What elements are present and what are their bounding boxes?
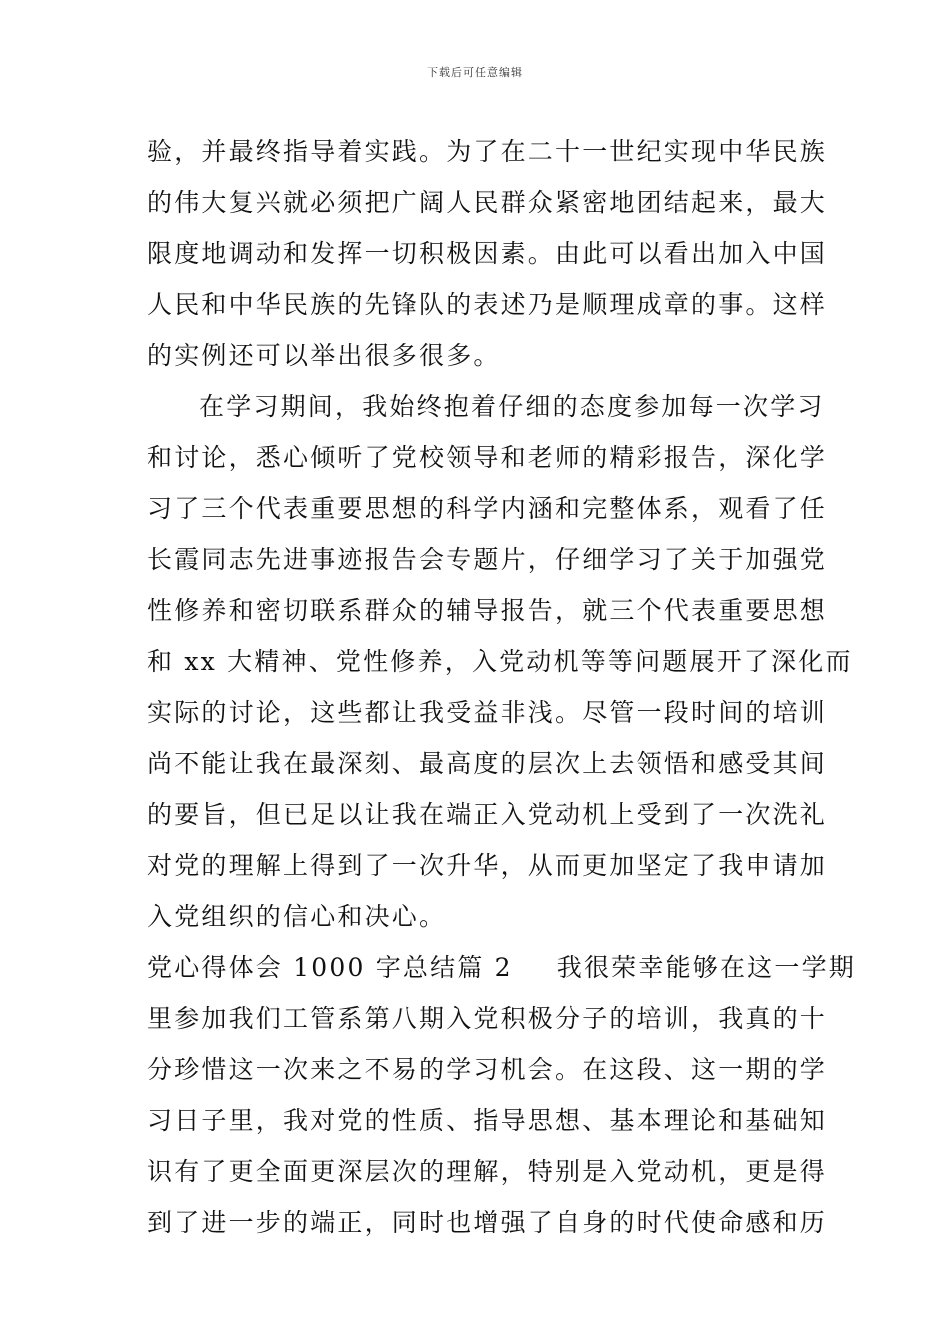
- text-line: 和 xx 大精神、党性修养，入党动机等等问题展开了深化而: [147, 647, 853, 676]
- text-line: 实际的讨论，这些都让我受益非浅。尽管一段时间的培训: [147, 698, 828, 727]
- text-line: 长霞同志先进事迹报告会专题片，仔细学习了关于加强党: [147, 545, 828, 574]
- text-line: 识有了更全面更深层次的理解，特别是入党动机，更是得: [147, 1157, 828, 1186]
- text-line: 人民和中华民族的先锋队的表述乃是顺理成章的事。这样: [147, 290, 828, 319]
- section-first-text: 我很荣幸能够在这一学期: [556, 953, 856, 982]
- text-line: 的实例还可以举出很多很多。: [147, 341, 501, 370]
- text-line: 里参加我们工管系第八期入党积极分子的培训，我真的十: [147, 1004, 828, 1033]
- text-line: 的要旨，但已足以让我在端正入党动机上受到了一次洗礼: [147, 800, 828, 829]
- text-line: 对党的理解上得到了一次升华，从而更加坚定了我申请加: [147, 851, 828, 880]
- text-line: 到了进一步的端正，同时也增强了自身的时代使命感和历: [147, 1208, 828, 1237]
- section-heading-line: [147, 942, 856, 993]
- text-line: 分珍惜这一次来之不易的学习机会。在这段、这一期的学: [147, 1055, 828, 1084]
- text-line: 习了三个代表重要思想的科学内涵和完整体系，观看了任: [147, 494, 828, 523]
- text-line: 限度地调动和发挥一切积极因素。由此可以看出加入中国: [147, 239, 828, 268]
- section-title: 党心得体会 1000 字总结篇 2: [147, 953, 513, 982]
- text-line: 验，并最终指导着实践。为了在二十一世纪实现中华民族: [147, 137, 828, 166]
- text-line: 和讨论，悉心倾听了党校领导和老师的精彩报告，深化学: [147, 443, 828, 472]
- text-line: 性修养和密切联系群众的辅导报告，就三个代表重要思想: [147, 596, 828, 625]
- page-header: 下载后可任意编辑: [427, 66, 523, 79]
- document-body: [147, 126, 856, 1248]
- text-line: 入党组织的信心和决心。: [147, 902, 447, 931]
- paragraph-first-line: 在学习期间，我始终抱着仔细的态度参加每一次学习: [199, 392, 825, 421]
- text-line: 尚不能让我在最深刻、最高度的层次上去领悟和感受其间: [147, 749, 828, 778]
- text-line: 的伟大复兴就必须把广阔人民群众紧密地团结起来，最大: [147, 188, 828, 217]
- text-line: 习日子里，我对党的性质、指导思想、基本理论和基础知: [147, 1106, 828, 1135]
